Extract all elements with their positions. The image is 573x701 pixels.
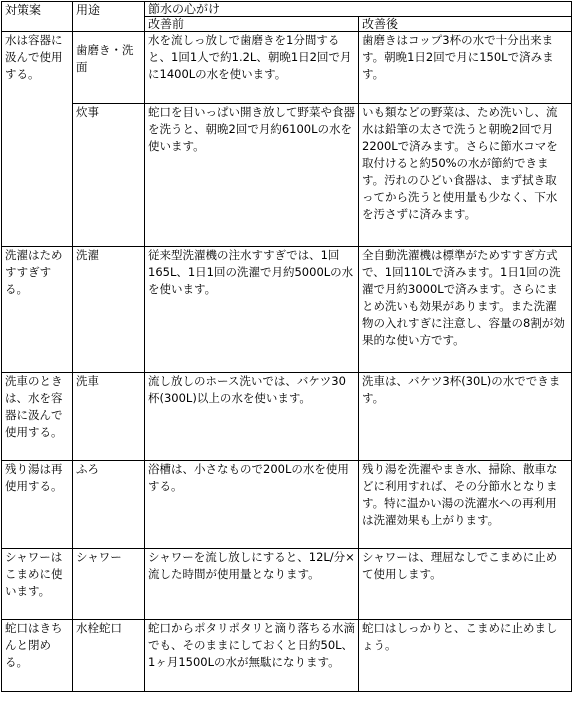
before-cell: 浴槽は、小さなもので200Lの水を使用する。: [145, 461, 359, 549]
header-water-saving-tips: 節水の心がけ: [145, 2, 572, 17]
before-cell: 従来型洗濯機の注水すすぎでは、1回165L、1日1回の洗濯で月約5000Lの水を使います。: [145, 247, 359, 373]
header-before: 改善前: [145, 17, 359, 32]
table-row: [2, 461, 572, 549]
before-cell: シャワーを流し放しにすると、12L/分×流した時間が使用量となります。: [145, 549, 359, 620]
usage-cell: ふろ: [73, 461, 145, 549]
after-cell: シャワーは、理屈なしでこまめに止めて使用します。: [359, 549, 572, 620]
table-row: [2, 104, 572, 247]
measure-cell: シャワーはこまめに使います。: [2, 549, 73, 620]
usage-cell: シャワー: [73, 549, 145, 620]
before-cell: 蛇口からポタリポタリと滴り落ちる水滴でも、そのままにしておくと日約50L、1ヶ月1500Lの水が無駄になります。: [145, 620, 359, 692]
usage-cell: 水栓蛇口: [73, 620, 145, 692]
header-after: 改善後: [359, 17, 572, 32]
usage-cell: 洗濯: [73, 247, 145, 373]
after-cell: 歯磨きはコップ3杯の水で十分出来ます。朝晩1日2回で月に150Lで済みます。: [359, 32, 572, 104]
table-row: [2, 373, 572, 461]
measure-cell: 蛇口はきちんと閉める。: [2, 620, 73, 692]
usage-cell: 歯磨き・洗面: [73, 32, 145, 104]
after-cell: いも類などの野菜は、ため洗いし、流水は鉛筆の太さで洗うと朝晩2回で月2200Lで済みます。さらに節水コマを取付けると約50%の水が節約できます。汚れのひどい食器は、まず拭き取ってから洗うと使用量も少なく、下水を汚さずに済みます。: [359, 104, 572, 247]
table-row: [2, 32, 572, 104]
before-cell: 蛇口を目いっぱい開き放して野菜や食器を洗うと、朝晩2回で月約6100Lの水を使います。: [145, 104, 359, 247]
measure-cell: 残り湯は再使用する。: [2, 461, 73, 549]
before-cell: 流し放しのホース洗いでは、バケツ30杯(300L)以上の水を使います。: [145, 373, 359, 461]
table-row: [2, 549, 572, 620]
table-row: [2, 247, 572, 373]
table-row: [2, 620, 572, 692]
after-cell: 蛇口はしっかりと、こまめに止めましょう。: [359, 620, 572, 692]
before-cell: 水を流しっ放しで歯磨きを1分間すると、1回1人で約1.2L、朝晩1日2回で月に1400Lの水を使います。: [145, 32, 359, 104]
measure-cell: 洗車のときは、水を容器に汲んで使用する。: [2, 373, 73, 461]
after-cell: 洗車は、バケツ3杯(30L)の水でできます。: [359, 373, 572, 461]
after-cell: 残り湯を洗濯やまき水、掃除、散車などに利用すれば、その分節水となります。特に温かい湯の洗濯水への再利用は洗濯効果も上がります。: [359, 461, 572, 549]
header-row-top: [2, 2, 572, 17]
after-cell: 全自動洗濯機は標準がためすすぎ方式で、1回110Lで済みます。1日1回の洗濯で月約3000Lで済みます。さらにまとめ洗いも効果があります。また洗濯物の入れすぎに注意し、容量の8割が効果的な使い方です。: [359, 247, 572, 373]
usage-cell: 炊事: [73, 104, 145, 247]
water-saving-table: [1, 1, 572, 692]
header-usage: 用途: [73, 2, 145, 32]
measure-cell: 洗濯はためすすぎする。: [2, 247, 73, 373]
header-measure: 対策案: [2, 2, 73, 32]
usage-cell: 洗車: [73, 373, 145, 461]
measure-cell: 水は容器に汲んで使用する。: [2, 32, 73, 247]
